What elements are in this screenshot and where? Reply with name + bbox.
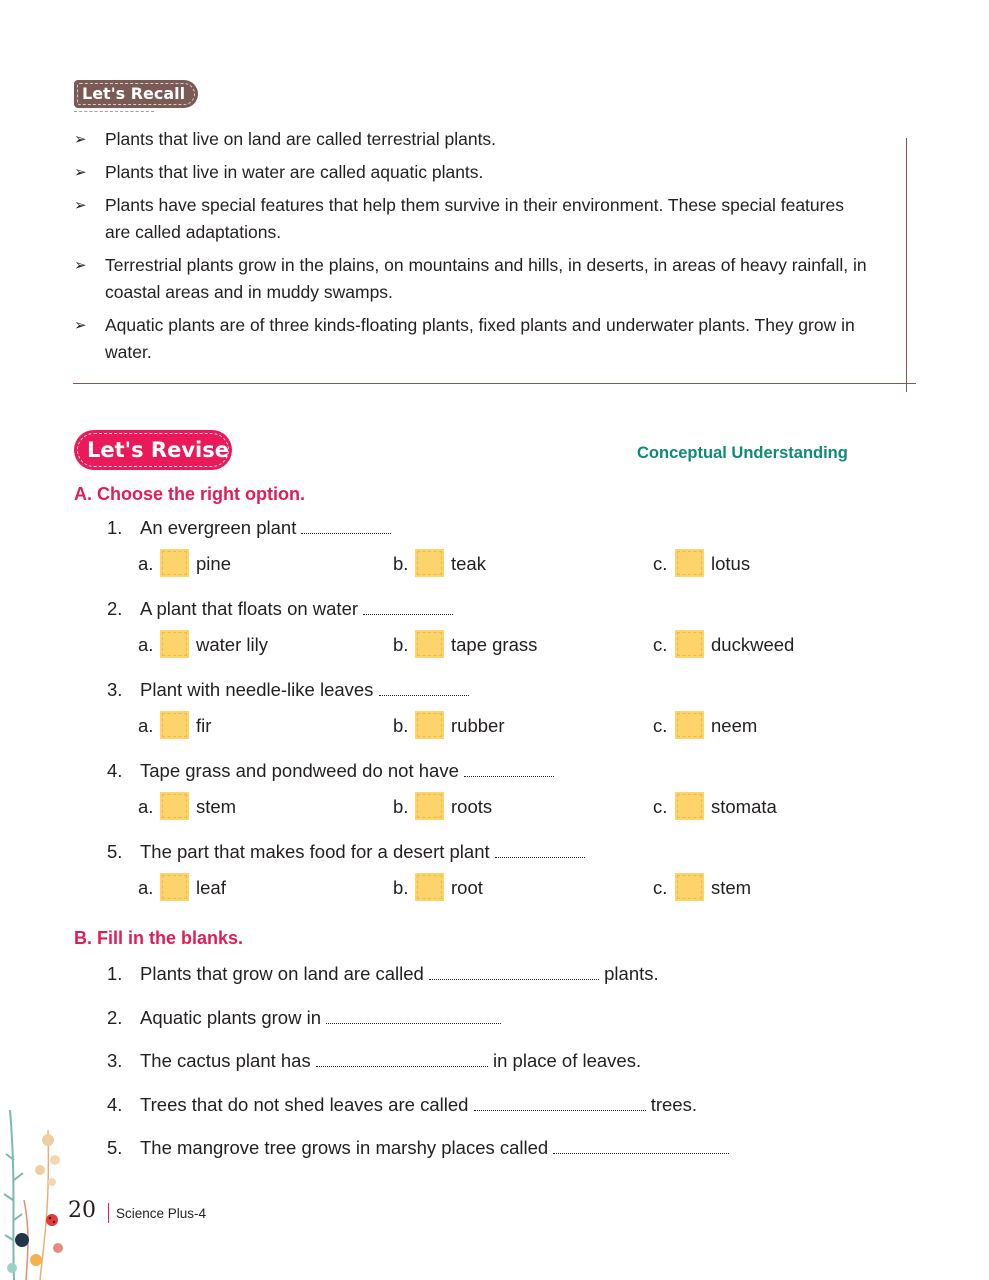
option-2b[interactable]: b. tape grass	[393, 630, 537, 660]
arrow-bullet-icon: ➢	[74, 317, 87, 334]
question-4: 4. Tape grass and pondweed do not have	[107, 760, 554, 782]
answer-blank[interactable]	[474, 1096, 646, 1111]
answer-checkbox[interactable]	[675, 711, 704, 739]
section-a-heading: A. Choose the right option.	[74, 484, 305, 504]
arrow-bullet-icon: ➢	[74, 197, 87, 214]
blank-1: 1. Plants that grow on land are called plants.	[107, 963, 659, 984]
answer-blank	[379, 681, 469, 696]
answer-blank	[495, 843, 585, 858]
answer-checkbox[interactable]	[160, 549, 189, 577]
arrow-bullet-icon: ➢	[74, 257, 87, 274]
recall-item: ➢ Plants that live on land are called terrestrial plants.	[74, 126, 874, 153]
option-2a[interactable]: a. water lily	[138, 630, 268, 660]
recall-box-bottom-border	[73, 383, 916, 384]
blank-3: 3. The cactus plant has in place of leaves.	[107, 1050, 642, 1071]
recall-item: ➢ Aquatic plants are of three kinds-floating plants, fixed plants and underwater plants. They grow in water.	[74, 312, 874, 366]
answer-checkbox[interactable]	[675, 630, 704, 658]
answer-checkbox[interactable]	[415, 711, 444, 739]
conceptual-understanding-label: Conceptual Understanding	[637, 444, 848, 462]
recall-underline	[74, 111, 154, 112]
recall-box-right-border	[906, 138, 907, 392]
lets-recall-title: Let's Recall	[82, 84, 186, 103]
flower-decoration-icon	[0, 1100, 80, 1280]
answer-checkbox[interactable]	[160, 792, 189, 820]
recall-list	[74, 126, 874, 372]
answer-blank	[301, 519, 391, 534]
option-1a[interactable]: a. pine	[138, 549, 231, 579]
recall-item: ➢ Terrestrial plants grow in the plains, on mountains and hills, in deserts, in areas of heavy rainfall, in coastal areas and in muddy swamps.	[74, 252, 874, 306]
answer-checkbox[interactable]	[415, 792, 444, 820]
answer-checkbox[interactable]	[675, 792, 704, 820]
answer-checkbox[interactable]	[675, 873, 704, 901]
book-title: Science Plus-4	[116, 1206, 207, 1221]
section-b-heading: B. Fill in the blanks.	[74, 928, 244, 948]
option-4c[interactable]: c. stomata	[653, 792, 777, 822]
answer-checkbox[interactable]	[160, 711, 189, 739]
footer-divider	[108, 1203, 109, 1223]
recall-item: ➢ Plants have special features that help them survive in their environment. These special features are called adaptations.	[74, 192, 874, 246]
answer-checkbox[interactable]	[415, 873, 444, 901]
answer-blank	[363, 600, 453, 615]
question-5: 5. The part that makes food for a desert plant	[107, 841, 585, 863]
answer-checkbox[interactable]	[415, 549, 444, 577]
answer-blank	[464, 762, 554, 777]
option-5b[interactable]: b. root	[393, 873, 483, 903]
option-1c[interactable]: c. lotus	[653, 549, 750, 579]
answer-blank[interactable]	[326, 1009, 501, 1024]
answer-checkbox[interactable]	[415, 630, 444, 658]
option-5c[interactable]: c. stem	[653, 873, 751, 903]
recall-item: ➢ Plants that live in water are called aquatic plants.	[74, 159, 874, 186]
option-1b[interactable]: b. teak	[393, 549, 486, 579]
blank-5: 5. The mangrove tree grows in marshy places called	[107, 1137, 729, 1159]
option-3c[interactable]: c. neem	[653, 711, 757, 741]
lets-revise-title: Let's Revise	[87, 438, 229, 462]
option-3a[interactable]: a. fir	[138, 711, 211, 741]
answer-blank[interactable]	[316, 1052, 488, 1067]
option-5a[interactable]: a. leaf	[138, 873, 226, 903]
arrow-bullet-icon: ➢	[74, 164, 87, 181]
lets-recall-badge	[74, 80, 198, 108]
arrow-bullet-icon: ➢	[74, 131, 87, 148]
question-3: 3. Plant with needle-like leaves	[107, 679, 469, 701]
option-4a[interactable]: a. stem	[138, 792, 236, 822]
page-number: 20	[68, 1198, 96, 1223]
option-4b[interactable]: b. roots	[393, 792, 492, 822]
answer-checkbox[interactable]	[675, 549, 704, 577]
question-1: 1. An evergreen plant	[107, 517, 391, 539]
answer-checkbox[interactable]	[160, 873, 189, 901]
question-2: 2. A plant that floats on water	[107, 598, 453, 620]
answer-blank[interactable]	[429, 965, 599, 980]
answer-checkbox[interactable]	[160, 630, 189, 658]
option-3b[interactable]: b. rubber	[393, 711, 504, 741]
lets-revise-badge	[74, 430, 232, 470]
option-2c[interactable]: c. duckweed	[653, 630, 794, 660]
blank-4: 4. Trees that do not shed leaves are called trees.	[107, 1094, 697, 1115]
answer-blank[interactable]	[553, 1139, 729, 1154]
blank-2: 2. Aquatic plants grow in	[107, 1007, 501, 1029]
